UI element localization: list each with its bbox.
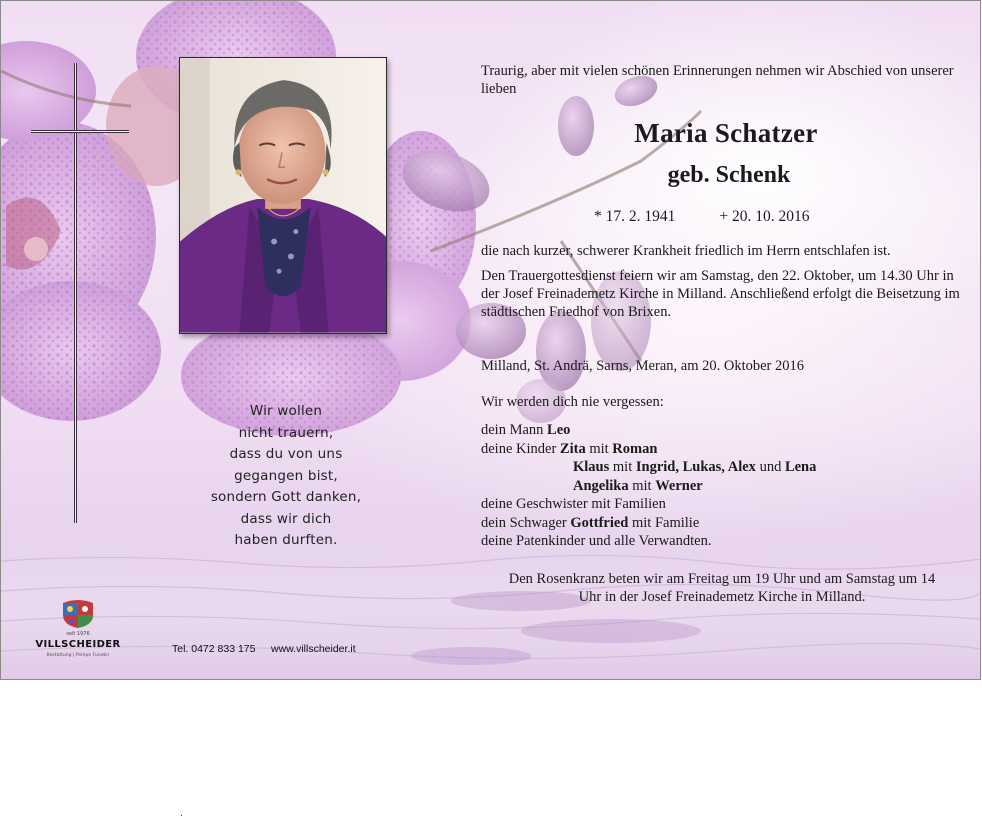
birth-date: * 17. 2. 1941 xyxy=(594,208,676,225)
coat-of-arms-icon xyxy=(59,599,97,629)
cross-horizontal-bar xyxy=(31,130,129,133)
deceased-name: Maria Schatzer xyxy=(634,118,818,148)
rosary-announcement: Den Rosenkranz beten wir am Freitag um 19 Uhr und am Samstag um 14 Uhr in der Josef Freinademetz Kirche in Milland. xyxy=(508,571,936,605)
mourner-connector: mit xyxy=(628,477,656,494)
mourner-name: Angelika xyxy=(573,477,629,494)
funeral-home-logo xyxy=(33,597,123,667)
mourner-row: deine Patenkinder und alle Verwandten. xyxy=(481,533,712,549)
mourner-row: deine Geschwister mit Familien xyxy=(481,496,666,512)
poem-line: dass wir dich xyxy=(240,510,332,527)
funeral-service-text: Den Trauergottesdienst feiern wir am Samstag, den 22. Oktober, um 14.30 Uhr in der Josef Freinademetz Kirche in Milland. Anschließend erfolgt die Beisetzung im städtischen Friedhof von Brixen. xyxy=(481,268,960,320)
mourner-connector: mit Familie xyxy=(628,514,700,531)
mourner-name: Zita xyxy=(559,440,586,457)
website-url: www.villscheider.it xyxy=(271,643,356,655)
deceased-portrait-photo xyxy=(179,57,387,334)
mourner-row xyxy=(481,421,961,440)
mourner-name: Ingrid, Lukas, Alex xyxy=(635,459,756,475)
mourner-name: Werner xyxy=(655,477,703,494)
poem-line: dass du von uns xyxy=(229,446,343,462)
never-forget-line: Wir werden dich nie vergessen: xyxy=(481,394,664,410)
mourner-row xyxy=(481,514,961,533)
death-date: + 20. 10. 2016 xyxy=(719,208,810,225)
logo-tagline: Bestattung | Pompe Funebri xyxy=(46,653,110,658)
maiden-name: geb. Schenk xyxy=(667,162,791,188)
mourner-connector: mit xyxy=(609,459,636,475)
poem-line: Wir wollen xyxy=(249,403,323,419)
place-and-date: Milland, St. Andrä, Sarns, Meran, am 20. Oktober 2016 xyxy=(481,358,804,374)
mourner-name: Klaus xyxy=(573,459,610,475)
intro-text: Traurig, aber mit vielen schönen Erinnerungen nehmen wir Abschied von unserer lieben xyxy=(481,63,954,97)
phone-number: Tel. 0472 833 175 xyxy=(172,643,256,655)
mourner-row xyxy=(481,458,961,477)
death-statement: die nach kurzer, schwerer Krankheit friedlich im Herrn entschlafen ist. xyxy=(481,243,891,259)
mourner-name: Roman xyxy=(612,440,658,457)
mourner-relation: dein Schwager xyxy=(481,514,571,531)
poem-line: sondern Gott danken, xyxy=(210,489,362,505)
mourner-name: Gottfried xyxy=(570,514,629,531)
poem-line: haben durften. xyxy=(234,532,338,548)
mourner-name: Leo xyxy=(547,422,571,438)
mourner-relation: deine Kinder xyxy=(481,440,560,457)
mourner-row xyxy=(481,477,961,496)
mourners-list xyxy=(481,421,961,551)
mourner-name: Lena xyxy=(784,459,817,475)
logo-brand-name: VILLSCHEIDER xyxy=(35,639,121,650)
poem-line: gegangen bist, xyxy=(234,467,338,484)
poem-line: nicht trauern, xyxy=(238,424,334,441)
life-dates xyxy=(594,208,810,226)
mourner-relation: dein Mann xyxy=(481,422,548,438)
mourner-connector: mit xyxy=(585,440,613,457)
footer-mark: . xyxy=(180,808,183,819)
logo-established: seit 1976 xyxy=(66,631,90,637)
mourner-connector: und xyxy=(755,459,785,475)
memorial-poem xyxy=(181,401,391,552)
portrait-illustration xyxy=(180,58,386,333)
mourner-row xyxy=(481,440,961,459)
